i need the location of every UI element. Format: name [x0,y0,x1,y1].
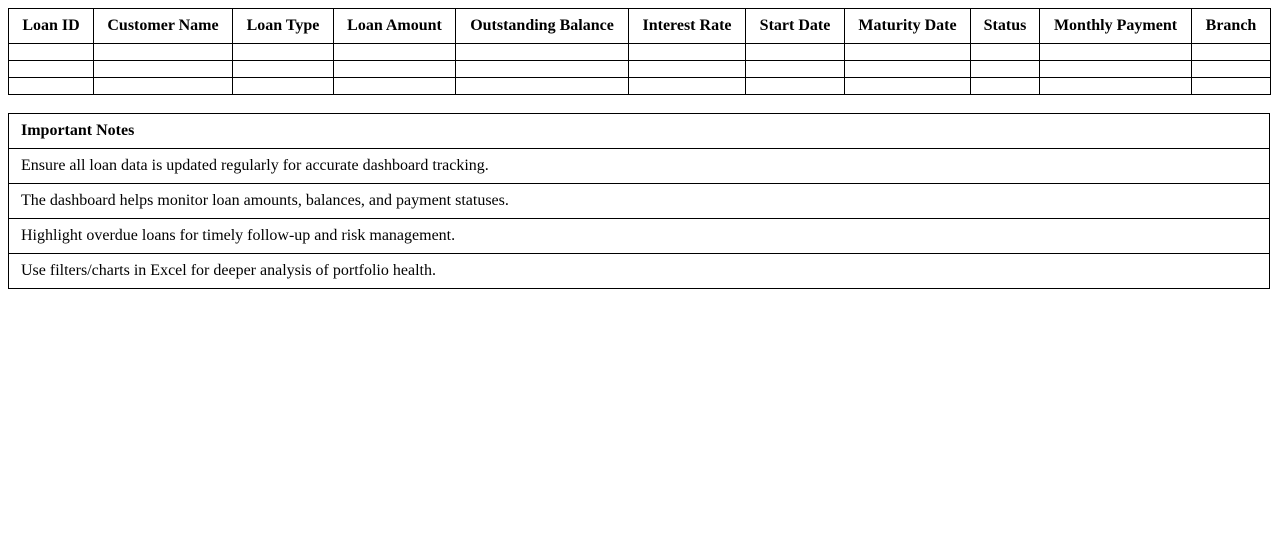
note-row [9,184,1270,219]
table-cell [971,61,1040,78]
table-cell [456,44,629,61]
note-text: The dashboard helps monitor loan amounts, balances, and payment statuses. [9,184,1270,219]
table-cell [1192,44,1271,61]
table-cell [9,44,94,61]
header-loan-id: Loan ID [9,9,94,44]
table-cell [1040,61,1192,78]
loan-dashboard-table [8,8,1271,95]
notes-title-row [9,114,1270,149]
table-cell [233,44,334,61]
table-cell [94,78,233,95]
header-customer-name: Customer Name [94,9,233,44]
header-branch: Branch [1192,9,1271,44]
header-loan-amount: Loan Amount [334,9,456,44]
table-row [9,61,1271,78]
table-cell [334,44,456,61]
table-cell [845,44,971,61]
table-cell [9,78,94,95]
note-row [9,149,1270,184]
note-row [9,254,1270,289]
note-row [9,219,1270,254]
table-cell [9,61,94,78]
table-cell [629,61,746,78]
header-interest-rate: Interest Rate [629,9,746,44]
table-cell [746,78,845,95]
table-cell [94,61,233,78]
table-cell [845,78,971,95]
table-cell [456,61,629,78]
page-content [8,8,1270,289]
table-cell [233,78,334,95]
table-cell [334,61,456,78]
table-cell [746,61,845,78]
table-cell [971,78,1040,95]
table-cell [971,44,1040,61]
table-row [9,44,1271,61]
table-cell [1040,78,1192,95]
header-outstanding-balance: Outstanding Balance [456,9,629,44]
table-cell [629,44,746,61]
table-cell [1040,44,1192,61]
table-cell [456,78,629,95]
header-start-date: Start Date [746,9,845,44]
note-text: Ensure all loan data is updated regularly for accurate dashboard tracking. [9,149,1270,184]
table-header-row [9,9,1271,44]
table-cell [746,44,845,61]
table-cell [94,44,233,61]
table-cell [334,78,456,95]
table-cell [1192,78,1271,95]
note-text: Highlight overdue loans for timely follow-up and risk management. [9,219,1270,254]
note-text: Use filters/charts in Excel for deeper analysis of portfolio health. [9,254,1270,289]
header-monthly-payment: Monthly Payment [1040,9,1192,44]
table-cell [845,61,971,78]
header-maturity-date: Maturity Date [845,9,971,44]
important-notes-table [8,113,1270,289]
header-loan-type: Loan Type [233,9,334,44]
notes-title: Important Notes [9,114,1270,149]
table-row [9,78,1271,95]
table-cell [1192,61,1271,78]
table-cell [629,78,746,95]
table-cell [233,61,334,78]
header-status: Status [971,9,1040,44]
